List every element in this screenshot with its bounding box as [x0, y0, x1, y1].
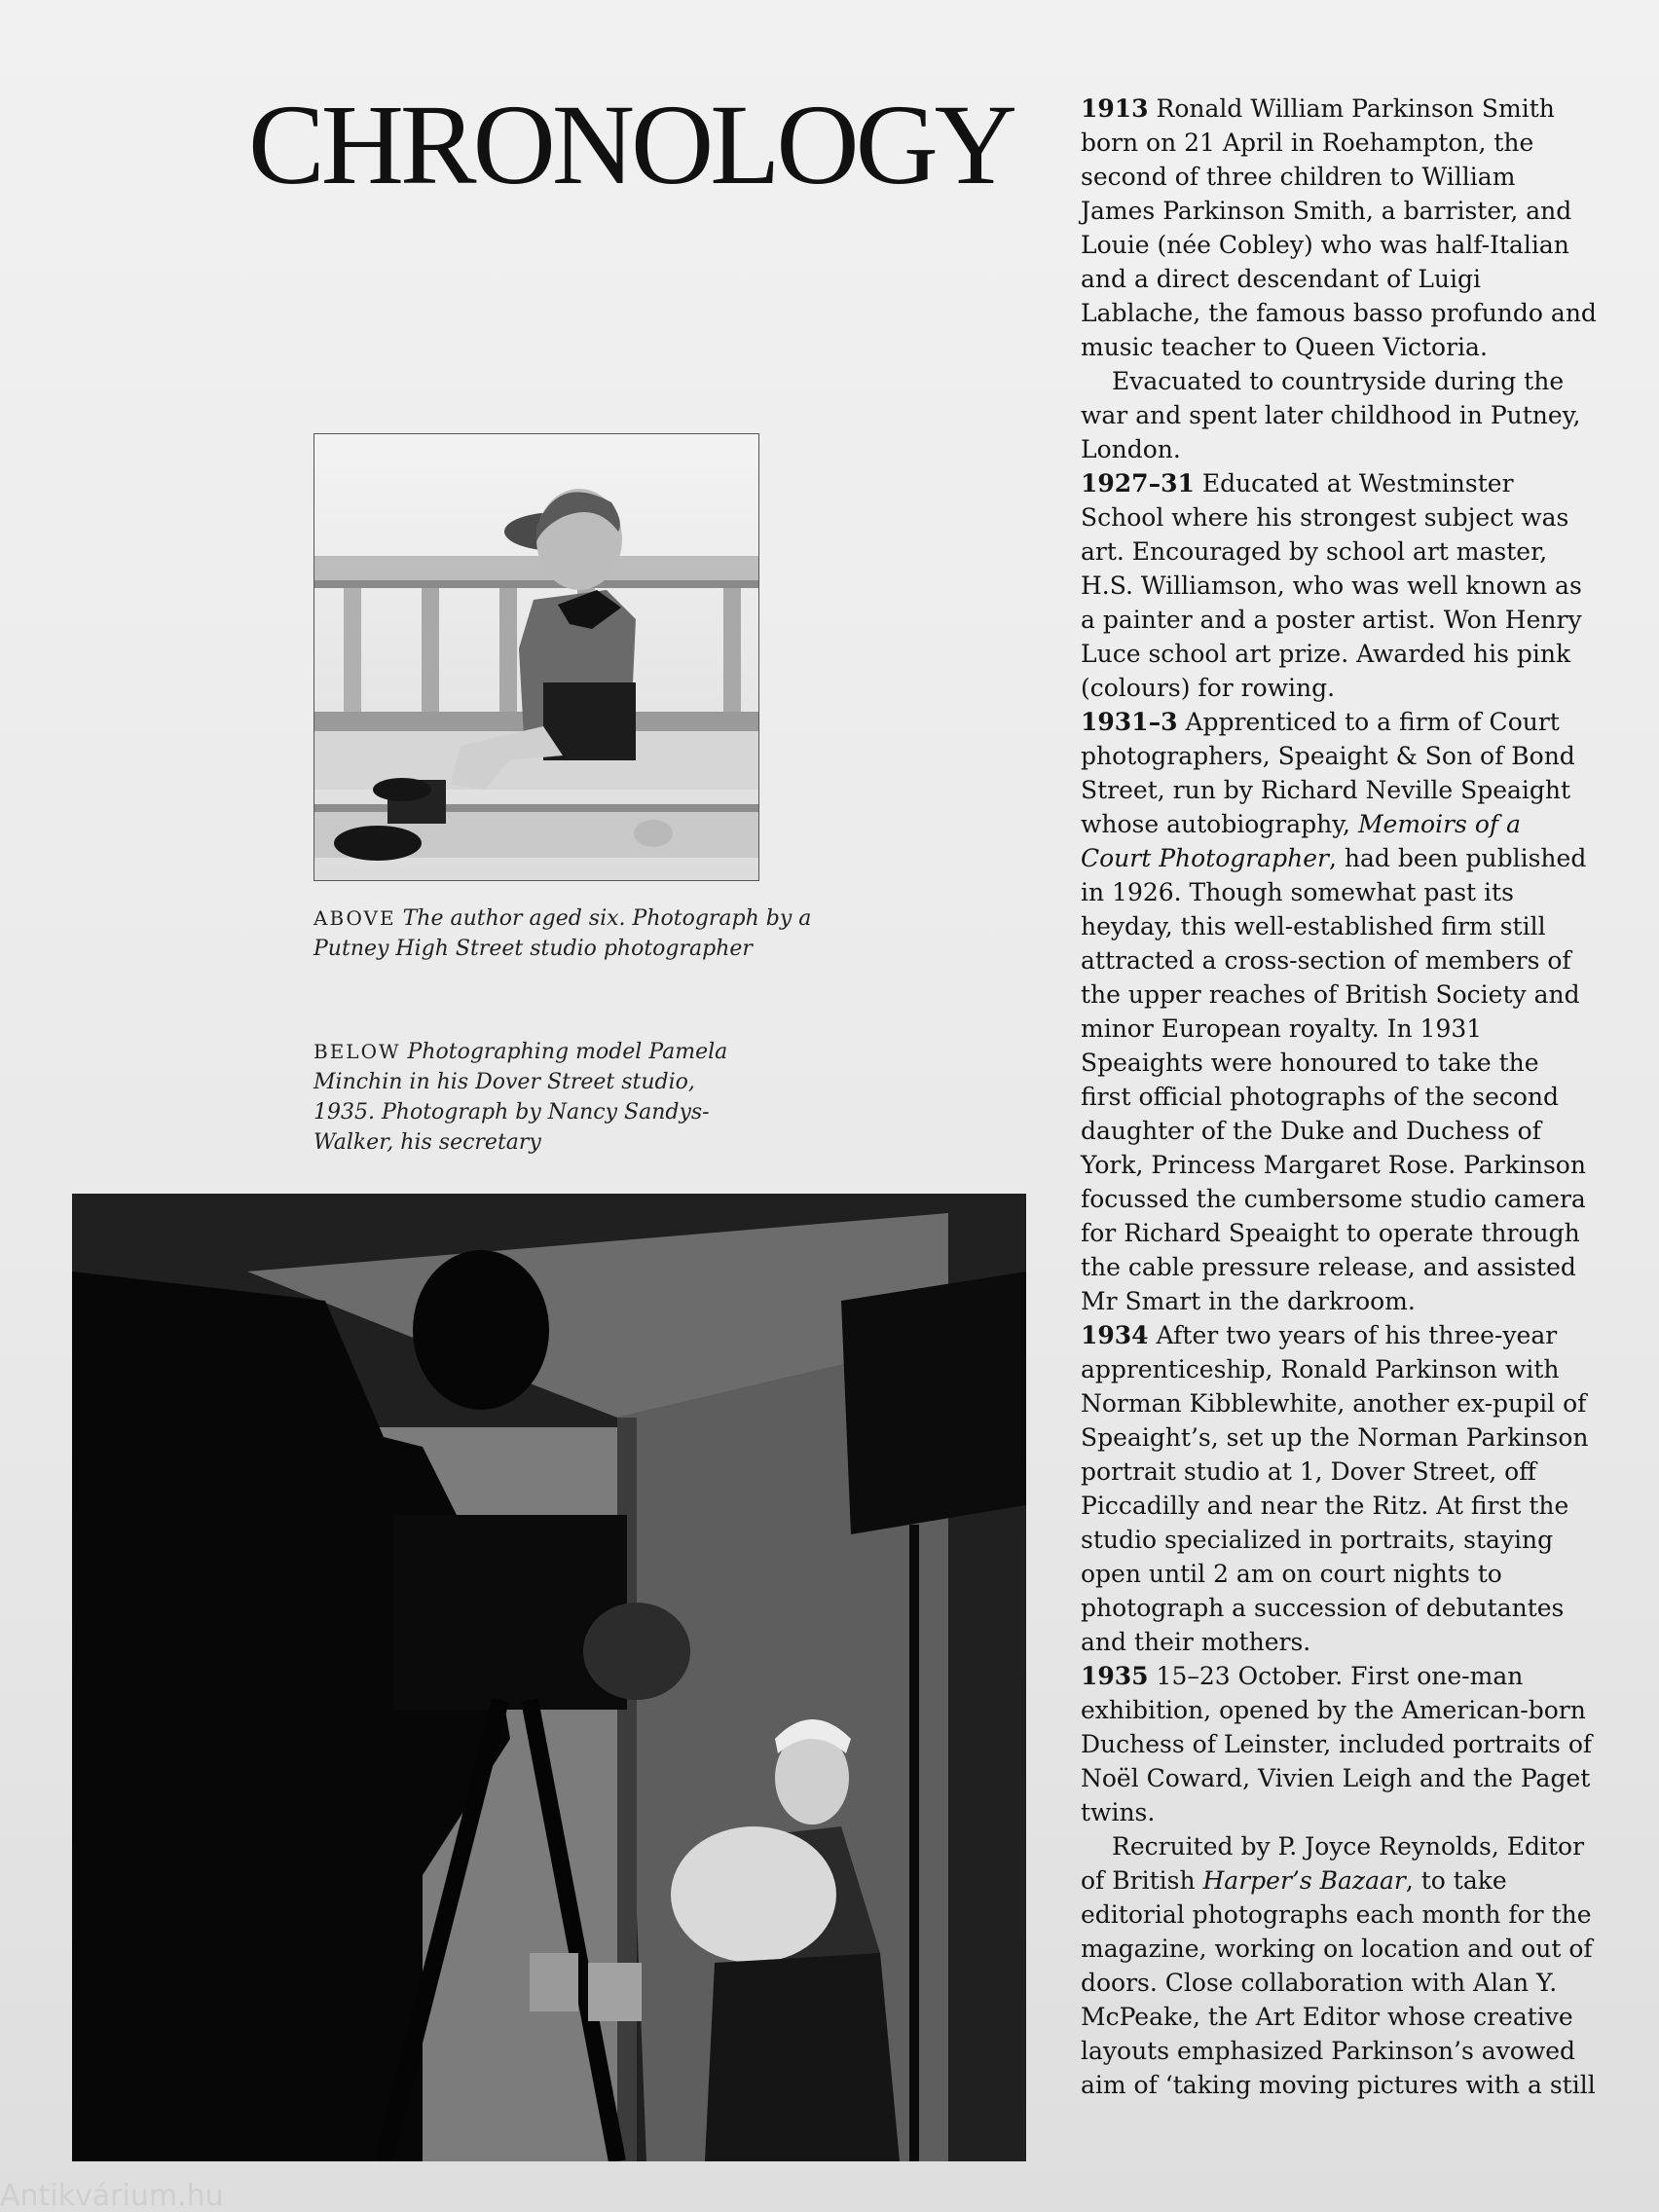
entry-1913-text: Ronald William Parkinson Smith born on 21 April in Roehampton, the second of three children to William James Parkinson Smith, a barrister, and Louie (née Cobley) who was half-Italian and a direct descendant of Luigi Lablache, the famous basso profundo and music teacher to Queen Victoria.: [1081, 94, 1597, 361]
entry-1931-year: 1931–3: [1081, 708, 1178, 736]
entry-1934-year: 1934: [1081, 1321, 1149, 1349]
entry-1913-continued-text: Evacuated to countryside during the war and spent later childhood in Putney, London.: [1081, 367, 1581, 463]
entry-1935-text: 15–23 October. First one-man exhibition, opened by the American-born Duchess of Leinster, included portraits of Noël Coward, Vivien Leigh and the Paget twins.: [1081, 1662, 1593, 1826]
entry-1913-year: 1913: [1081, 94, 1149, 123]
entry-1927-text: Educated at Westminster School where his strongest subject was art. Encouraged by school art master, H.S. Williamson, who was well known as a painter and a poster artist. Won Henry Luce school art prize. Awarded his pink (colours) for rowing.: [1081, 469, 1582, 702]
entry-1927-year: 1927–31: [1081, 469, 1195, 498]
entry-1935: [1081, 1659, 1597, 1829]
entry-1927: [1081, 466, 1597, 705]
child-portrait-illustration: [314, 434, 758, 880]
caption-below-lead: BELOW: [313, 1040, 401, 1063]
entry-1935-continued: [1081, 1829, 1597, 2102]
entry-1934-text: After two years of his three-year apprenticeship, Ronald Parkinson with Norman Kibblewhite, another ex-pupil of Speaight’s, set up the Norman Parkinson portrait studio at 1, Dover Street, off Piccadilly and near the Ritz. At first the studio specialized in portraits, staying open until 2 am on court nights to photograph a succession of debutantes and their mothers.: [1081, 1321, 1589, 1656]
entry-1931: [1081, 705, 1597, 1318]
entry-1935-continued-text-b: , to take editorial photographs each month for the magazine, working on location and out of doors. Close collaboration with Alan Y. McPeake, the Art Editor whose creative layouts emphasized Parkinson’s avowed aim of ‘taking moving pictures with a still: [1081, 1866, 1596, 2099]
entry-1913-continued: [1081, 364, 1597, 466]
chronology-text-column: [1081, 92, 1597, 2102]
caption-above: [313, 903, 820, 964]
entry-1934: [1081, 1318, 1597, 1659]
entry-1931-text-b: , had been published in 1926. Though somewhat past its heyday, this well-established firm still attracted a cross-section of members of the upper reaches of British Society and minor European royalty. In 1931 Speaights were honoured to take the first official photographs of the second daughter of the Duke and Duchess of York, Princess Margaret Rose. Parkinson focussed the cumbersome studio camera for Richard Speaight to operate through the cable pressure release, and assisted Mr Smart in the darkroom.: [1081, 844, 1587, 1315]
studio-photo: [72, 1194, 1026, 2161]
entry-1931-book-title: Memoirs of a Court Photographer: [1081, 810, 1521, 872]
entry-1913: [1081, 92, 1597, 364]
entry-1935-year: 1935: [1081, 1662, 1149, 1690]
studio-photo-illustration: [72, 1194, 1026, 2161]
caption-above-text: The author aged six. Photograph by a Putney High Street studio photographer: [313, 906, 812, 961]
caption-below-text: Photographing model Pamela Minchin in his Dover Street studio, 1935. Photograph by Nancy Sandys-Walker, his secretary: [313, 1040, 728, 1155]
page-title: CHRONOLOGY: [248, 81, 1014, 208]
child-portrait-photo: [313, 433, 759, 881]
entry-1931-text-a: Apprenticed to a firm of Court photographers, Speaight & Son of Bond Street, run by Richard Neville Speaight whose autobiography,: [1081, 708, 1575, 838]
entry-1935-magazine-title: Harper’s Bazaar: [1202, 1866, 1406, 1895]
caption-below: [313, 1037, 742, 1158]
watermark: Antikvárium.hu: [0, 2181, 224, 2212]
entry-1935-continued-text-a: Recruited by P. Joyce Reynolds, Editor of British: [1081, 1832, 1585, 1895]
caption-above-lead: ABOVE: [313, 906, 396, 930]
